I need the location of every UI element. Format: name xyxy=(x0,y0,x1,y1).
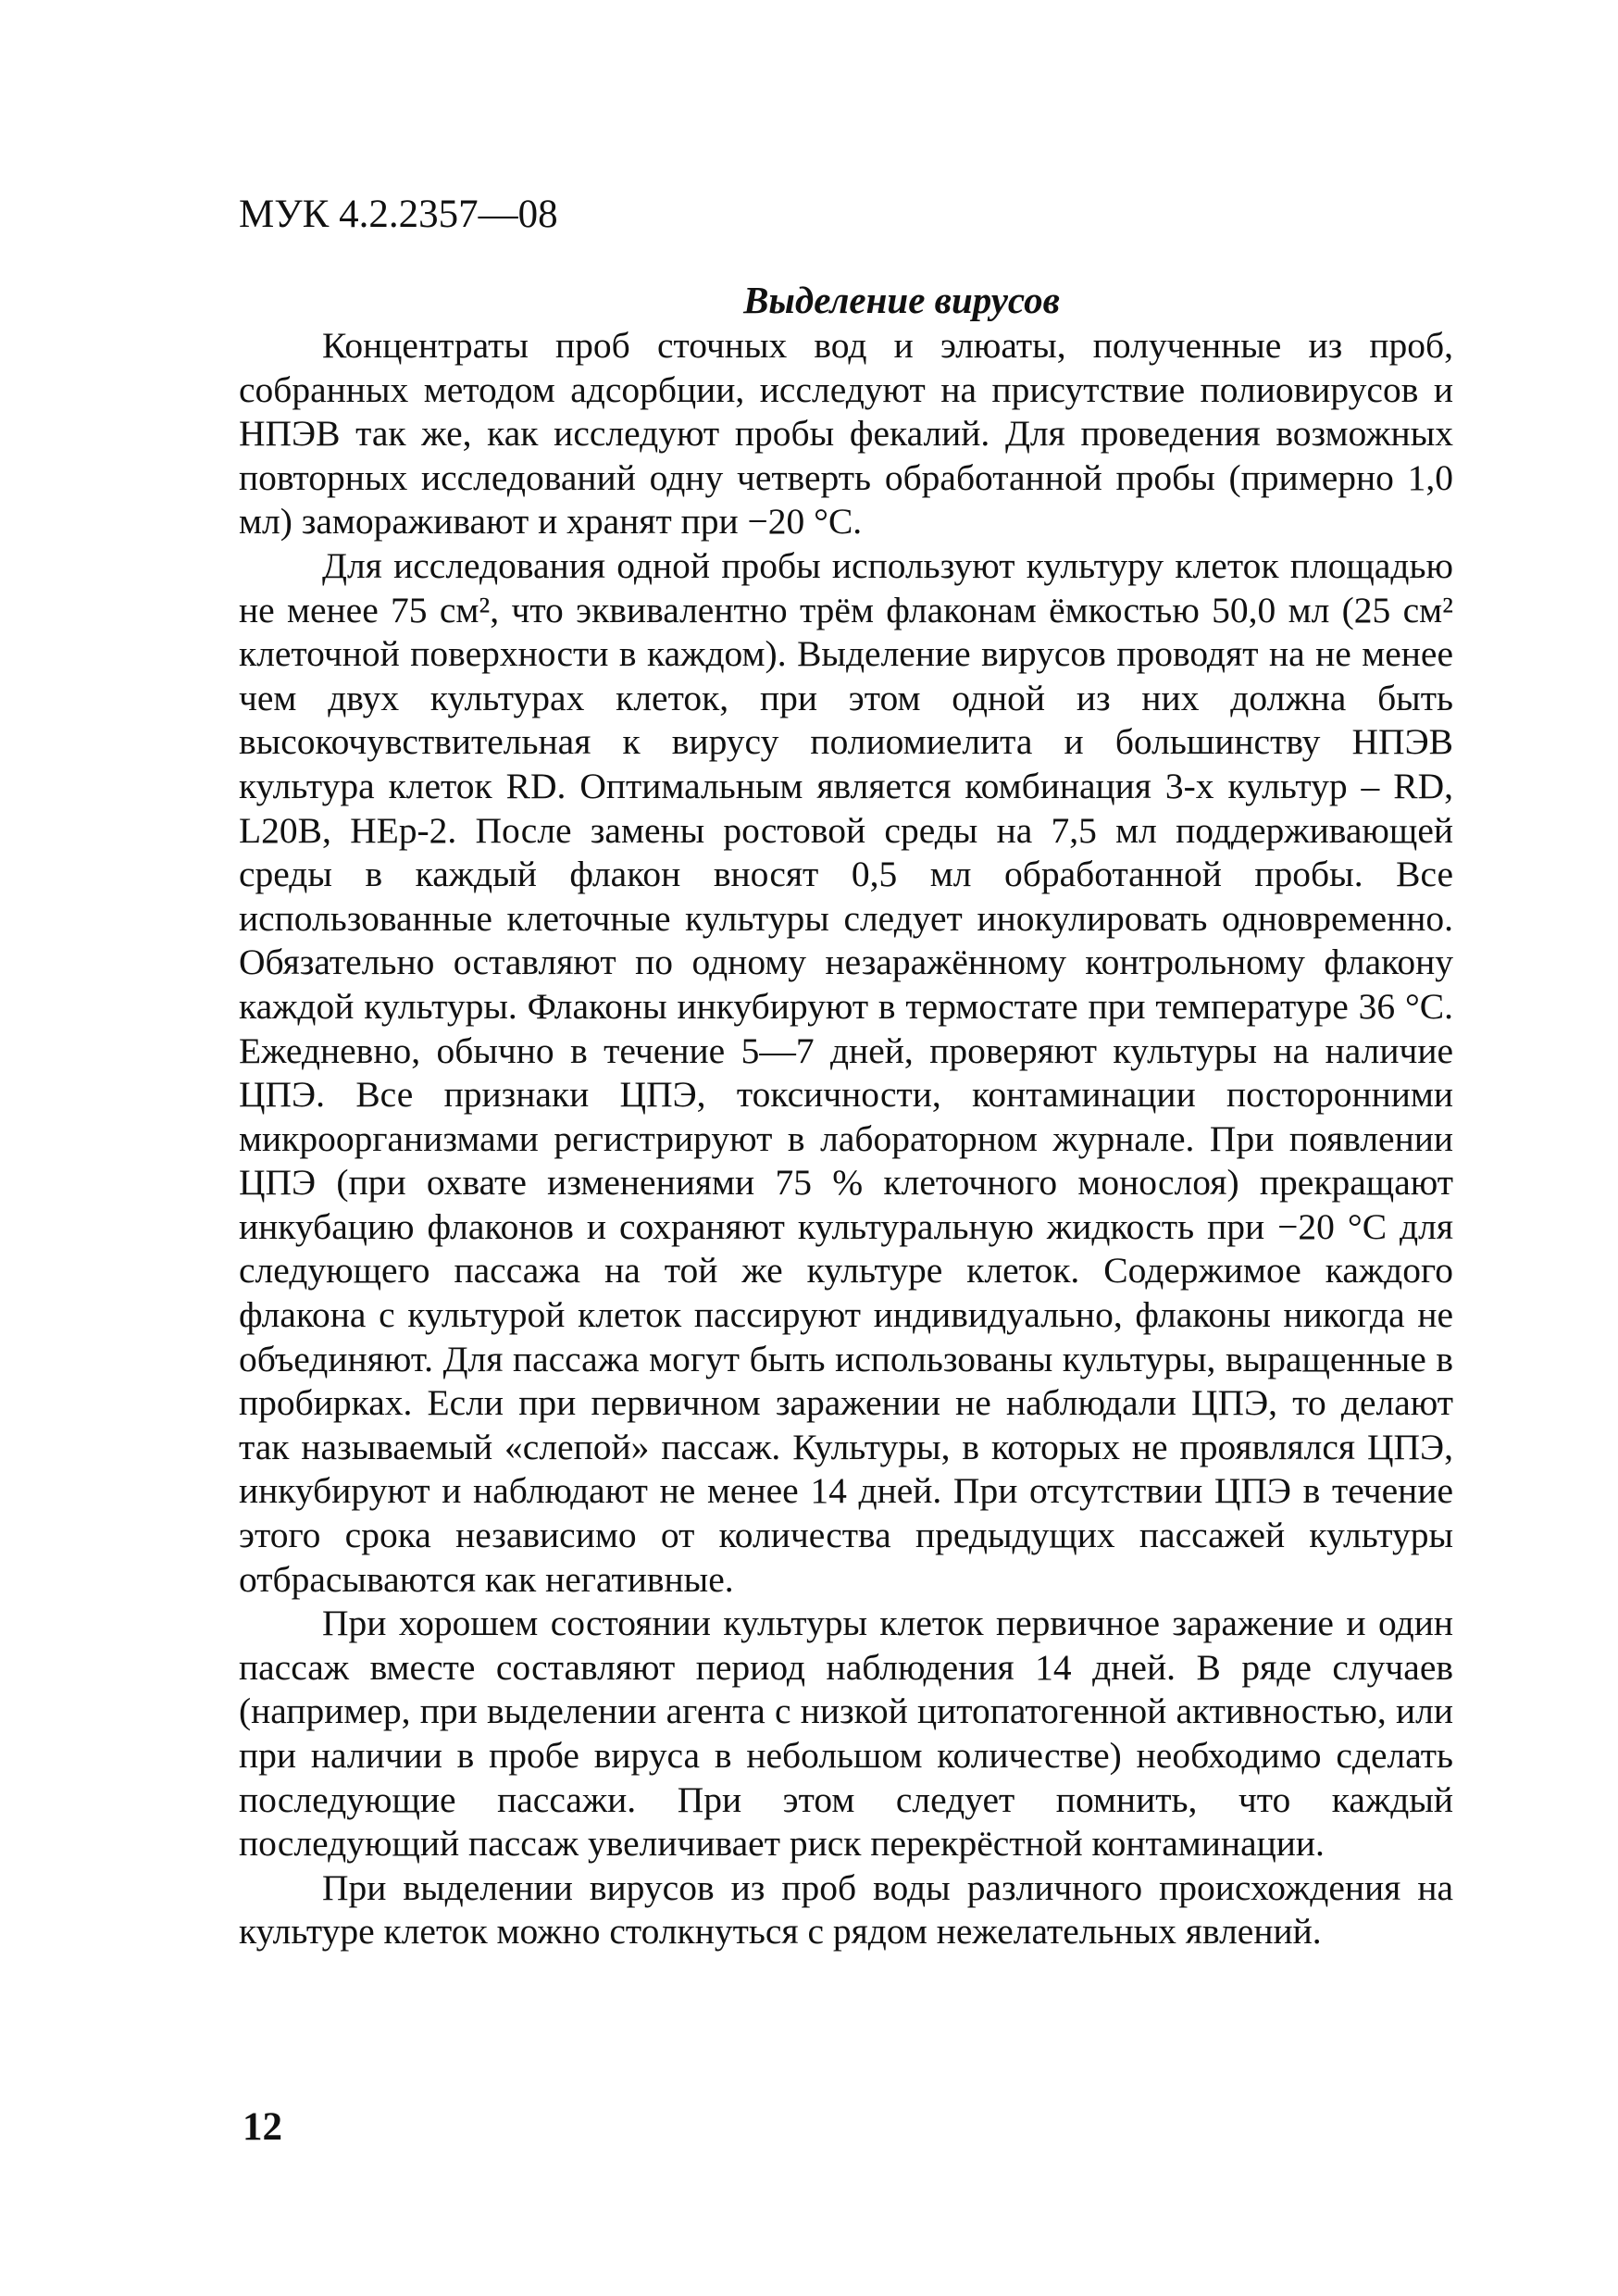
paragraph-concentrates: Концентраты проб сточных вод и элюаты, полученные из проб, собранных методом адсорбции, исследуют на присутствие полиовирусов и НПЭВ так же, как исследуют пробы фекалий. Для проведения возможных повторных исследований одну четверть обработанной пробы (примерно 1,0 мл) замораживают и хранят при −20 °С. xyxy=(239,325,1453,543)
section-title: Выделение вирусов xyxy=(743,279,1060,321)
running-header: МУК 4.2.2357—08 xyxy=(239,193,558,236)
paragraph-observation-period: При хорошем состоянии культуры клеток первичное заражение и один пассаж вместе составляют период наблюдения 14 дней. В ряде случаев (например, при выделении агента с низкой цитопатогенной активностью, или при наличии в пробе вируса в небольшом количестве) необходимо сделать последующие пассажи. При этом следует помнить, что каждый последующий пассаж увеличивает риск перекрёстной контаминации. xyxy=(239,1603,1453,1865)
page-number: 12 xyxy=(243,2105,282,2149)
paragraph-cell-culture-procedure: Для исследования одной пробы используют культуру клеток площадью не менее 75 см², что эквивалентно трём флаконам ёмкостью 50,0 мл (25 см² клеточной поверхности в каждом). Выделение вирусов проводят на не менее чем двух культурах клеток, при этом одной из них должна быть высокочувствительная к вирусу полиомиелита и большинству НПЭВ культура клеток RD. Оптимальным является комбинация 3-х культур – RD, L20B, HEp-2. После замены ростовой среды на 7,5 мл поддерживающей среды в каждый флакон вносят 0,5 мл обработанной пробы. Все использованные клеточные культуры следует инокулировать одновременно. Обязательно оставляют по одному незаражённому контрольному флакону каждой культуры. Флаконы инкубируют в термостате при температуре 36 °С. Ежедневно, обычно в течение 5—7 дней, проверяют культуры на наличие ЦПЭ. Все признаки ЦПЭ, токсичности, контаминации посторонними микроорганизмами регистрируют в лабораторном журнале. При появлении ЦПЭ (при охвате изменениями 75 % клеточного монослоя) прекращают инкубацию флаконов и сохраняют культуральную жидкость при −20 °С для следующего пассажа на той же культуре клеток. Содержимое каждого флакона с культурой клеток пассируют индивидуально, флаконы никогда не объединяют. Для пассажа могут быть использованы культуры, выращенные в пробирках. Если при первичном заражении не наблюдали ЦПЭ, то делают так называемый «слепой» пассаж. Культуры, в которых не проявлялся ЦПЭ, инкубируют и наблюдают не менее 14 дней. При отсутствии ЦПЭ в течение этого срока независимо от количества предыдущих пассажей культуры отбрасываются как негативные. xyxy=(239,544,1453,1600)
paragraph-undesirable-effects: При выделении вирусов из проб воды различного происхождения на культуре клеток можно столкнуться с рядом нежелательных явлений. xyxy=(239,1866,1453,1953)
body-text xyxy=(239,278,1453,1954)
